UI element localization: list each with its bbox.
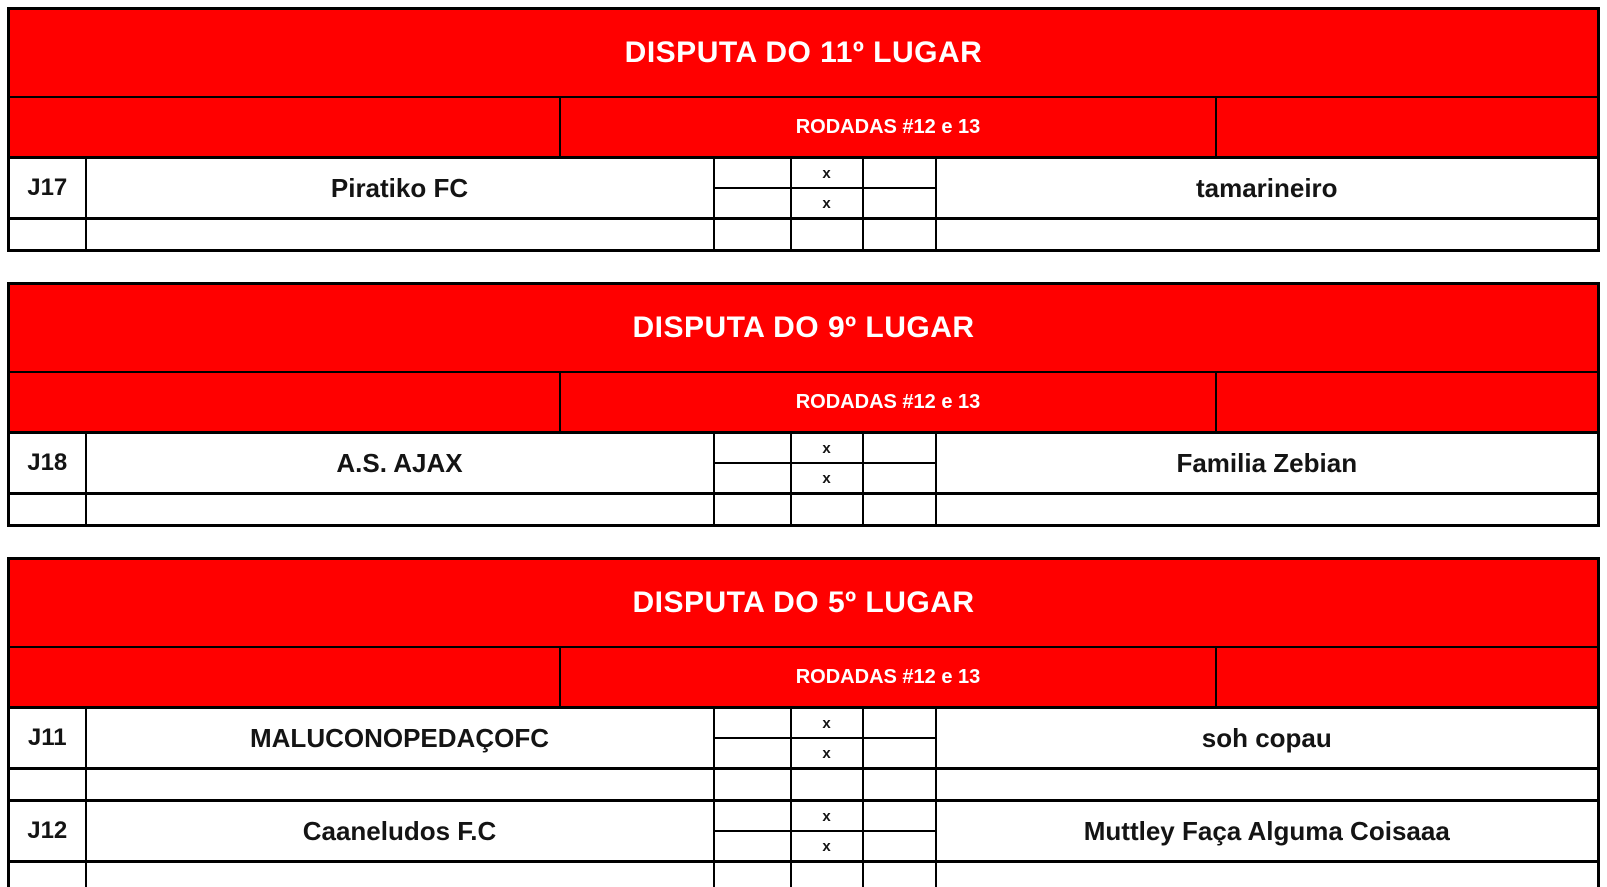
bracket-title: DISPUTA DO 9º LUGAR (9, 284, 1599, 373)
round-band-row (9, 647, 1599, 708)
versus-separator-leg1: x (791, 708, 863, 739)
spacer-cell (791, 769, 863, 801)
match-id-cell: J18 (9, 433, 86, 494)
versus-separator-leg2: x (791, 738, 863, 769)
home-team-cell: Piratiko FC (86, 158, 714, 219)
home-score-cell-leg1[interactable] (714, 708, 791, 739)
round-band-left-spacer (10, 373, 559, 431)
bracket-table-9th-place (7, 282, 1600, 527)
away-score-cell-leg1[interactable] (863, 708, 936, 739)
away-score-cell-leg2[interactable] (863, 831, 936, 862)
bracket-title: DISPUTA DO 11º LUGAR (9, 9, 1599, 98)
spacer-cell (86, 862, 714, 887)
versus-separator-leg2: x (791, 831, 863, 862)
home-score-cell-leg2[interactable] (714, 188, 791, 219)
match-id-cell: J11 (9, 708, 86, 769)
round-label: RODADAS #12 e 13 (559, 373, 1217, 431)
home-team-cell: MALUCONOPEDAÇOFC (86, 708, 714, 769)
spacer-cell (9, 494, 86, 526)
match-row-leg1 (9, 433, 1599, 464)
away-score-cell-leg1[interactable] (863, 433, 936, 464)
match-id-cell: J12 (9, 801, 86, 862)
round-band-left-spacer (10, 98, 559, 156)
round-band-right-spacer (1217, 648, 1597, 706)
spacer-row (9, 862, 1599, 887)
spacer-cell (936, 769, 1599, 801)
spacer-row (9, 219, 1599, 251)
round-label: RODADAS #12 e 13 (559, 98, 1217, 156)
spacer-cell (9, 862, 86, 887)
home-score-cell-leg1[interactable] (714, 433, 791, 464)
spacer-cell (791, 494, 863, 526)
match-row-leg1 (9, 158, 1599, 189)
away-score-cell-leg2[interactable] (863, 188, 936, 219)
versus-separator-leg1: x (791, 433, 863, 464)
versus-separator-leg2: x (791, 463, 863, 494)
bracket-table-11th-place (7, 7, 1600, 252)
away-team-cell: Muttley Faça Alguma Coisaaa (936, 801, 1599, 862)
spacer-cell (86, 219, 714, 251)
home-score-cell-leg1[interactable] (714, 158, 791, 189)
round-band-row (9, 372, 1599, 433)
spacer-cell (863, 862, 936, 887)
spacer-cell (863, 769, 936, 801)
round-band-right-spacer (1217, 373, 1597, 431)
home-score-cell-leg2[interactable] (714, 831, 791, 862)
away-score-cell-leg1[interactable] (863, 801, 936, 832)
bracket-table-5th-place (7, 557, 1600, 887)
versus-separator-leg1: x (791, 158, 863, 189)
spacer-cell (714, 862, 791, 887)
round-band (9, 97, 1599, 158)
versus-separator-leg2: x (791, 188, 863, 219)
round-band (9, 647, 1599, 708)
bracket-title-row (9, 284, 1599, 373)
home-score-cell-leg2[interactable] (714, 463, 791, 494)
spacer-cell (936, 862, 1599, 887)
round-band (9, 372, 1599, 433)
versus-separator-leg1: x (791, 801, 863, 832)
spacer-row (9, 769, 1599, 801)
bracket-title-row (9, 559, 1599, 648)
spacer-cell (791, 862, 863, 887)
spacer-cell (714, 219, 791, 251)
spacer-cell (863, 494, 936, 526)
round-band-right-spacer (1217, 98, 1597, 156)
away-score-cell-leg1[interactable] (863, 158, 936, 189)
bracket-title: DISPUTA DO 5º LUGAR (9, 559, 1599, 648)
spacer-cell (86, 769, 714, 801)
spacer-cell (863, 219, 936, 251)
spacer-cell (936, 494, 1599, 526)
home-team-cell: Caaneludos F.C (86, 801, 714, 862)
bracket-title-row (9, 9, 1599, 98)
spacer-cell (791, 219, 863, 251)
away-team-cell: soh copau (936, 708, 1599, 769)
round-band-left-spacer (10, 648, 559, 706)
spacer-cell (936, 219, 1599, 251)
away-team-cell: Familia Zebian (936, 433, 1599, 494)
round-band-row (9, 97, 1599, 158)
away-score-cell-leg2[interactable] (863, 463, 936, 494)
match-row-leg1 (9, 801, 1599, 832)
spacer-cell (86, 494, 714, 526)
match-id-cell: J17 (9, 158, 86, 219)
spacer-row (9, 494, 1599, 526)
spacer-cell (9, 769, 86, 801)
spacer-cell (714, 769, 791, 801)
spacer-cell (9, 219, 86, 251)
spacer-cell (714, 494, 791, 526)
round-label: RODADAS #12 e 13 (559, 648, 1217, 706)
match-row-leg1 (9, 708, 1599, 739)
away-score-cell-leg2[interactable] (863, 738, 936, 769)
home-score-cell-leg2[interactable] (714, 738, 791, 769)
away-team-cell: tamarineiro (936, 158, 1599, 219)
home-score-cell-leg1[interactable] (714, 801, 791, 832)
home-team-cell: A.S. AJAX (86, 433, 714, 494)
